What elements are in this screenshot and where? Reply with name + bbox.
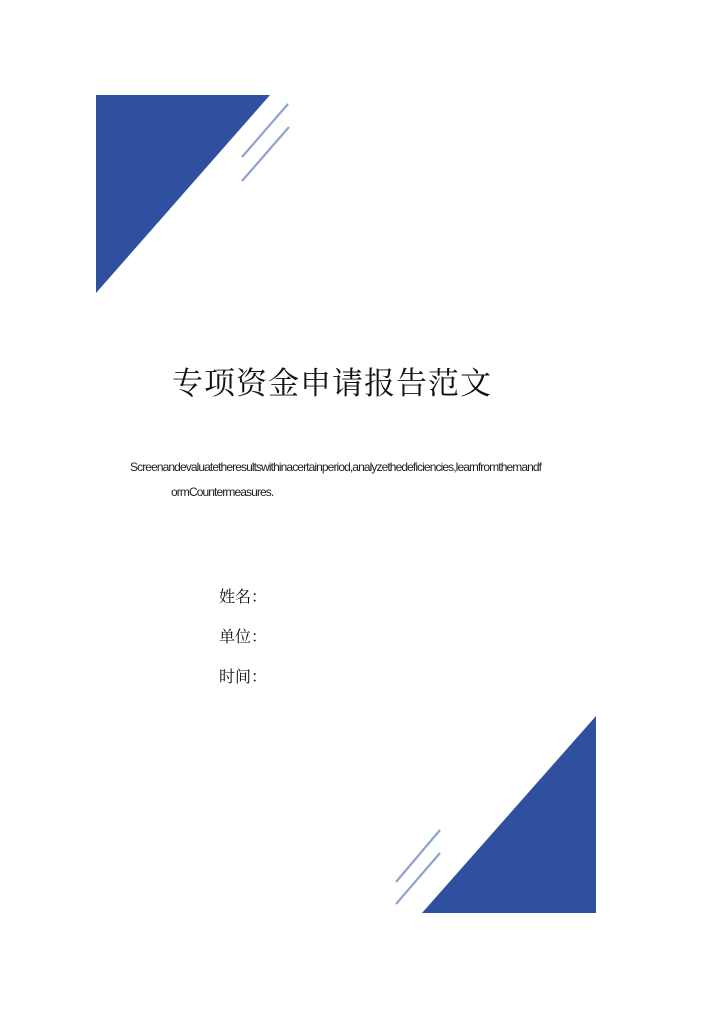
- time-field-label: 时间：: [219, 667, 268, 686]
- subtitle-line-1: Screenandevaluatetheresultswithinacertainperiod,analyzethedeficiencies,learnfromthemandf: [130, 460, 542, 474]
- bottom-right-blue-triangle: [422, 716, 596, 913]
- unit-field-label: 单位：: [219, 627, 268, 646]
- bottom-stripe-2: [396, 853, 440, 904]
- top-left-blue-triangle: [96, 95, 270, 293]
- bottom-stripe-1: [396, 830, 440, 882]
- top-stripe-2: [242, 127, 289, 181]
- document-title: 专项资金申请报告范文: [172, 366, 492, 402]
- name-field-label: 姓名：: [219, 587, 268, 606]
- subtitle-line-2: ormCountermeasures.: [171, 485, 274, 499]
